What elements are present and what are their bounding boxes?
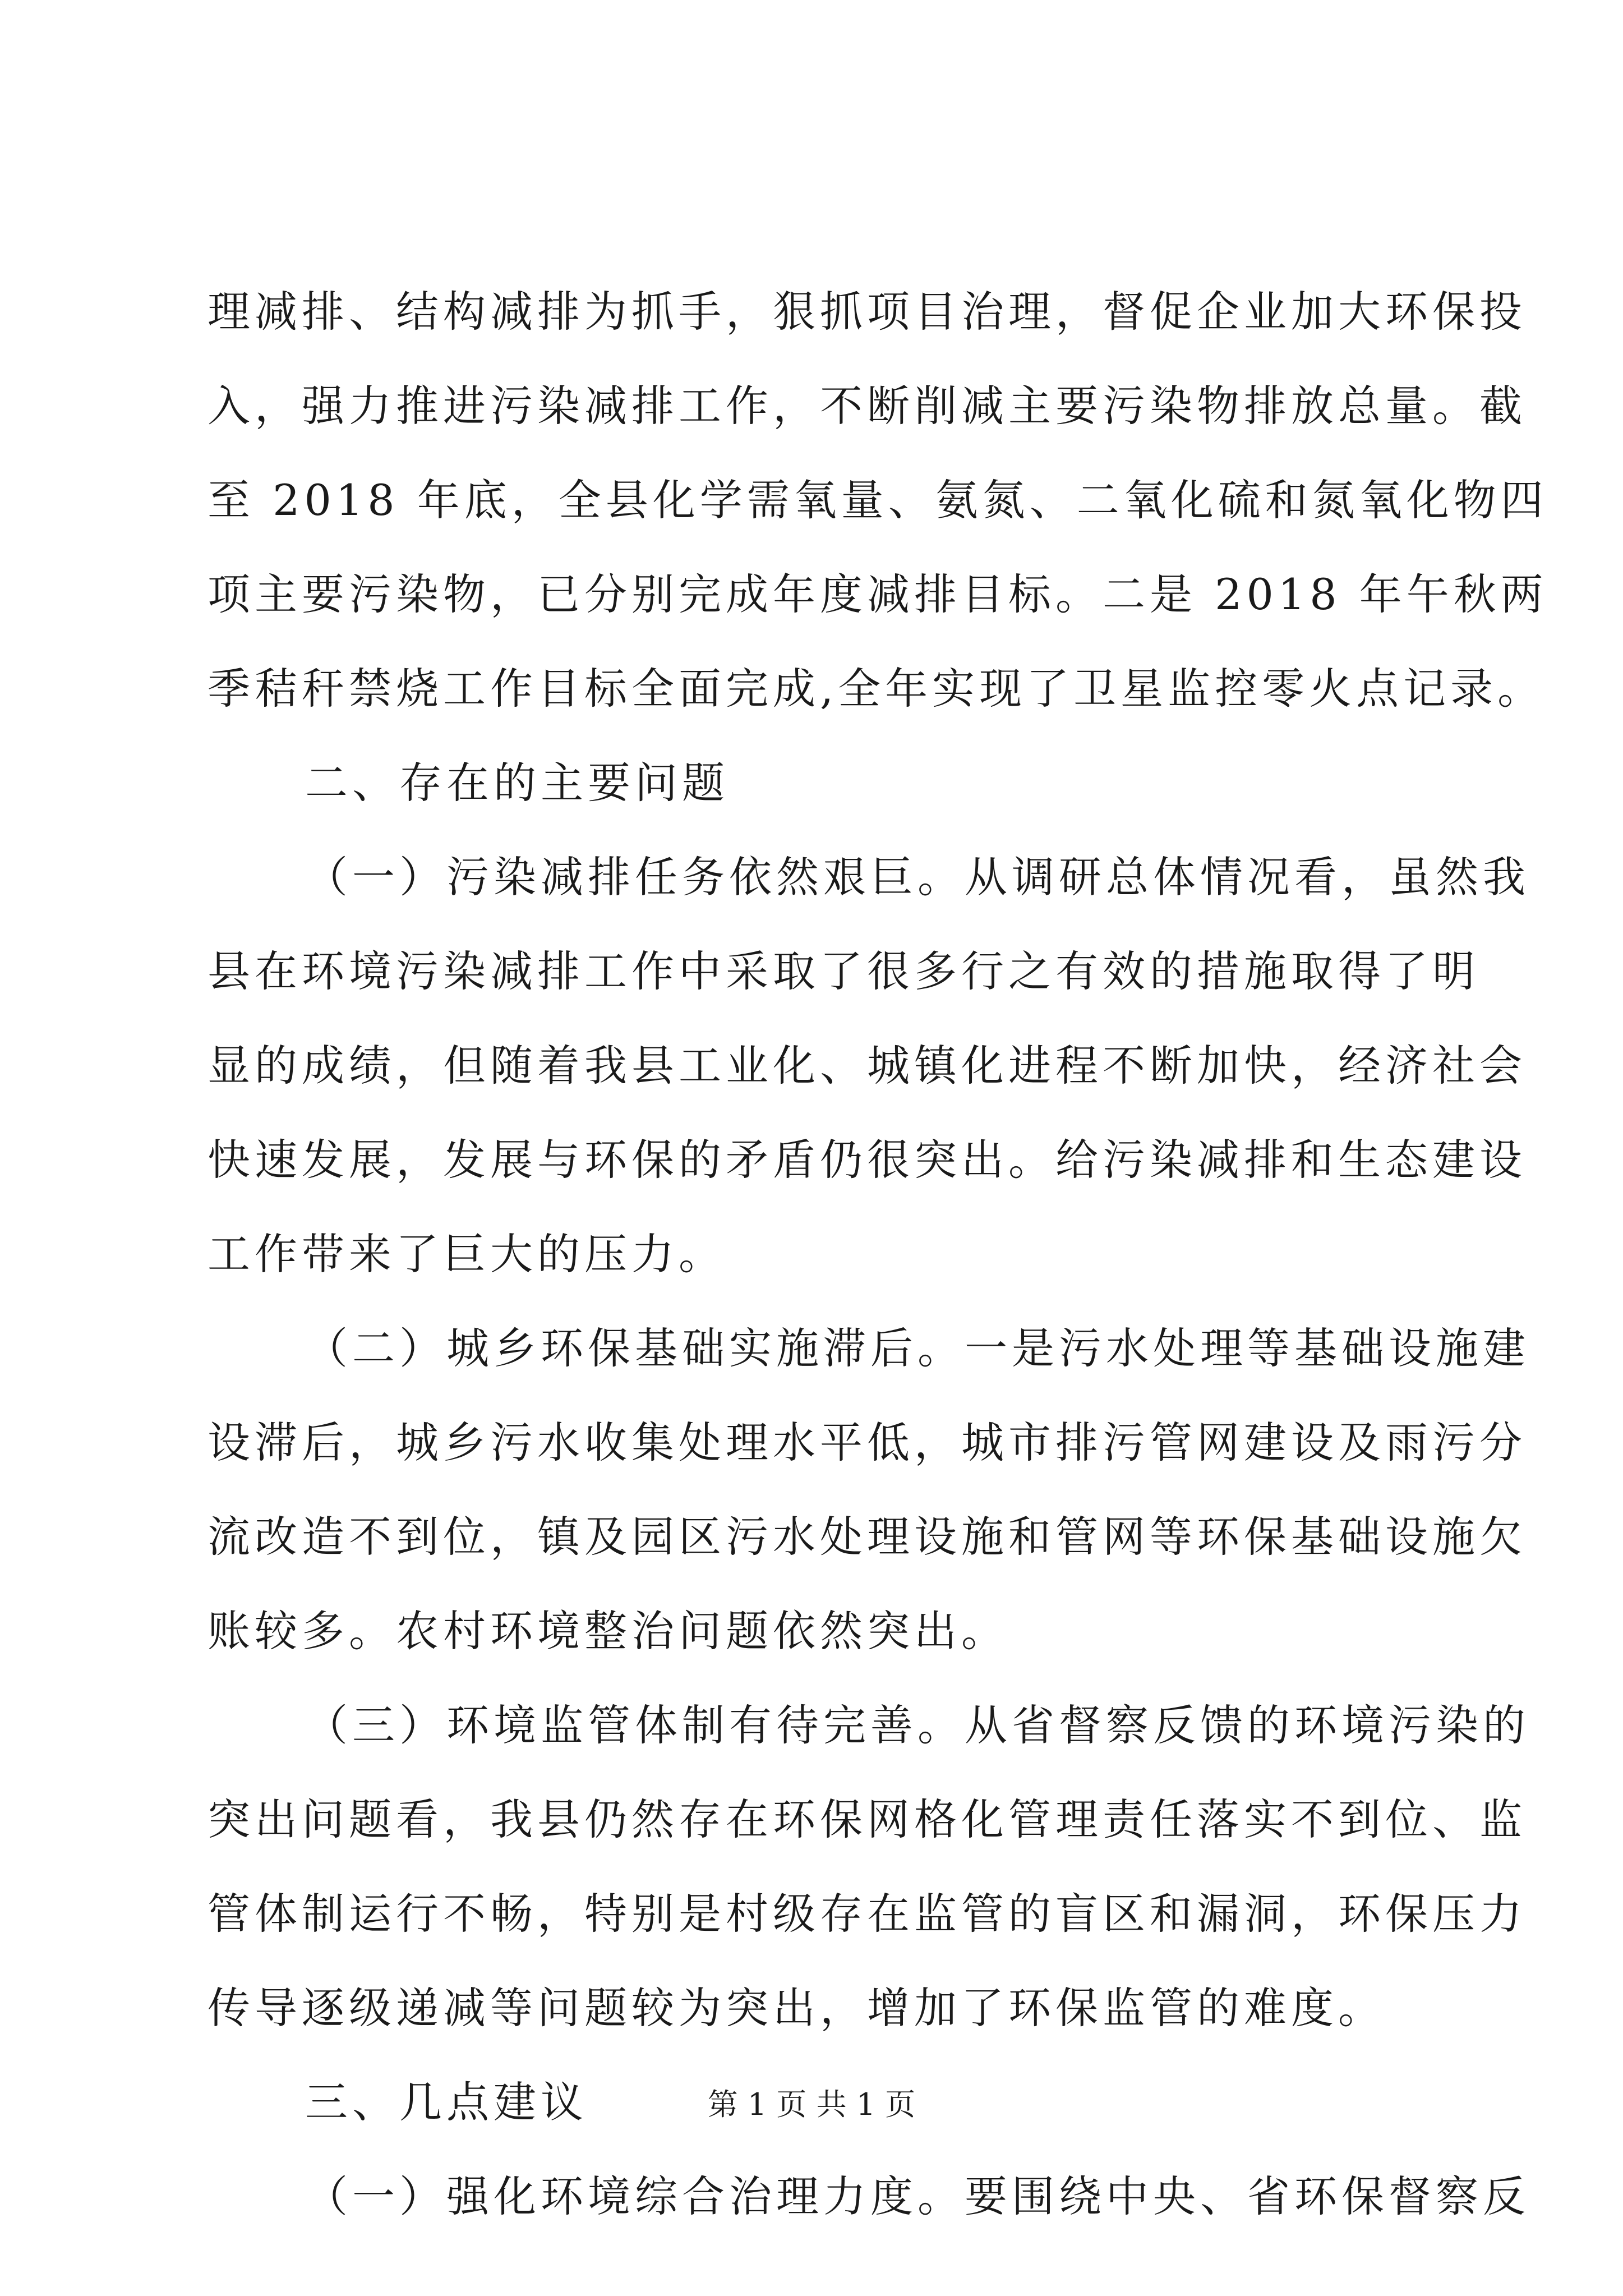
paragraph-line: （三）环境监管体制有待完善。从省督察反馈的环境污染的 (305, 1700, 1530, 1750)
section-heading: 三、几点建议 (305, 2077, 588, 2127)
paragraph-line: 流改造不到位，镇及园区污水处理设施和管网等环保基础设施欠 (208, 1512, 1527, 1562)
paragraph-line: 设滞后，城乡污水收集处理水平低，城市排污管网建设及雨污分 (208, 1418, 1527, 1467)
paragraph-line: 入，强力推进污染减排工作，不断削减主要污染物排放总量。截 (208, 381, 1527, 431)
paragraph-line: 传导逐级递减等问题较为突出，增加了环保监管的难度。 (208, 1983, 1385, 2033)
paragraph-line: 突出问题看，我县仍然存在环保网格化管理责任落实不到位、监 (208, 1795, 1527, 1844)
paragraph-line: 快速发展，发展与环保的矛盾仍很突出。给污染减排和生态建设 (208, 1135, 1527, 1185)
paragraph-line: 工作带来了巨大的压力。 (208, 1229, 726, 1279)
paragraph-line: （二）城乡环保基础实施滞后。一是污水处理等基础设施建 (305, 1323, 1530, 1373)
paragraph-line: 理减排、结构减排为抓手，狠抓项目治理，督促企业加大环保投 (208, 287, 1527, 337)
page-footer: 第 1 页 共 1 页 (707, 2087, 916, 2122)
paragraph-line: 季秸秆禁烧工作目标全面完成,全年实现了卫星监控零火点记录。 (208, 664, 1545, 714)
paragraph-line: 县在环境污染减排工作中采取了很多行之有效的措施取得了明 (208, 946, 1479, 996)
section-heading: 二、存在的主要问题 (305, 758, 729, 808)
document-body (208, 265, 1548, 2244)
paragraph-line: 账较多。农村环境整治问题依然突出。 (208, 1606, 1008, 1656)
paragraph-line: （一）污染减排任务依然艰巨。从调研总体情况看，虽然我 (305, 852, 1530, 902)
paragraph-line: 管体制运行不畅，特别是村级存在监管的盲区和漏洞，环保压力 (208, 1889, 1527, 1939)
paragraph-line: 显的成绩，但随着我县工业化、城镇化进程不断加快，经济社会 (208, 1041, 1527, 1091)
paragraph-line: 项主要污染物，已分别完成年度减排目标。二是 2018 年午秋两 (208, 569, 1548, 619)
paragraph-line: （一）强化环境综合治理力度。要围绕中央、省环保督察反 (305, 2171, 1530, 2221)
paragraph-line: 至 2018 年底，全县化学需氧量、氨氮、二氧化硫和氮氧化物四 (208, 475, 1548, 525)
